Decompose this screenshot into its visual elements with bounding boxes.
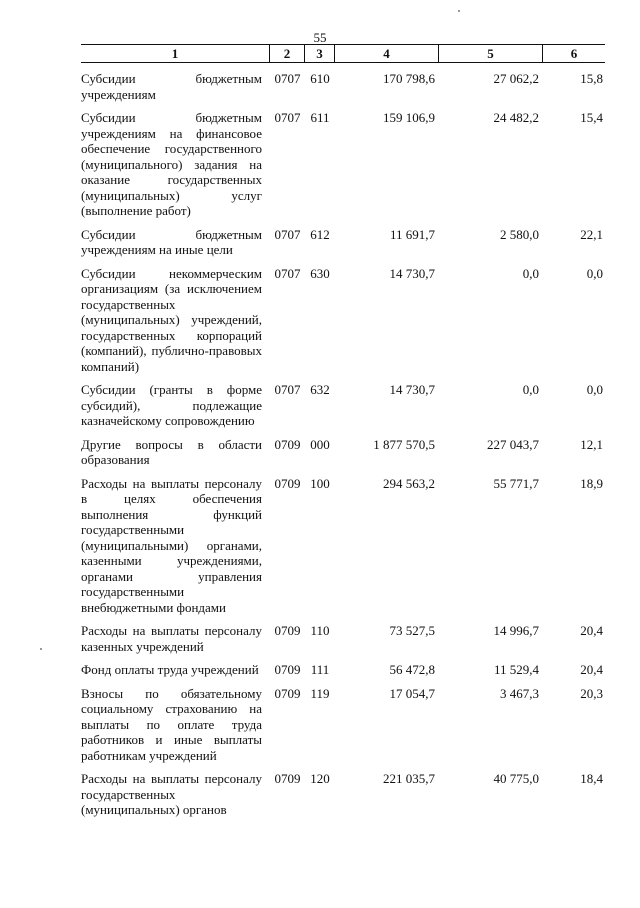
row-percent: 18,9 xyxy=(580,475,603,491)
row-actual: 24 482,2 xyxy=(493,110,539,125)
row-plan: 294 563,2 xyxy=(383,475,435,491)
row-section: 0709 xyxy=(274,685,301,701)
row-name: Субсидии некоммерческим организациям (за исключением государственных (муниципальных) учреждений, государственных корпораций (компаний), публично-правовых компаний) xyxy=(81,265,262,374)
row-name: Фонд оплаты труда учреждений xyxy=(81,662,259,677)
row-name: Субсидии бюджетным учреждениям на финансовое обеспечение государственного (муниципального) задания на оказание государственных (муниципальных) услуг (выполнение работ) xyxy=(81,110,262,218)
row-actual: 0,0 xyxy=(522,382,539,397)
row-actual: 40 775,0 xyxy=(493,771,539,786)
page-number: 55 xyxy=(313,30,327,45)
row-percent: 18,4 xyxy=(580,771,603,786)
row-section: 0709 xyxy=(274,662,301,677)
row-section: 0709 xyxy=(274,771,301,786)
header-col-6: 6 xyxy=(570,46,578,61)
header-col-4: 4 xyxy=(335,45,439,62)
table-row xyxy=(81,227,605,258)
row-percent: 22,1 xyxy=(580,226,603,242)
table-header xyxy=(81,44,605,63)
table-row xyxy=(81,437,605,468)
row-percent: 12,1 xyxy=(580,436,603,452)
row-plan: 14 730,7 xyxy=(389,265,435,281)
row-name: Субсидии бюджетным учреждениям xyxy=(81,71,262,102)
header-col-2: 2 xyxy=(270,45,305,62)
table-row xyxy=(81,110,605,219)
row-percent: 15,4 xyxy=(580,110,603,125)
scan-speck xyxy=(458,10,460,12)
row-actual: 11 529,4 xyxy=(493,662,539,677)
table-row xyxy=(81,382,605,429)
row-name: Взносы по обязательному социальному страхованию на выплаты по оплате труда работников и иные выплаты работникам учреждений xyxy=(81,685,262,763)
row-percent: 15,8 xyxy=(580,71,603,86)
table-row xyxy=(81,476,605,616)
row-type: 111 xyxy=(310,662,330,677)
row-plan: 159 106,9 xyxy=(383,110,435,125)
row-actual: 227 043,7 xyxy=(487,436,539,452)
table-row xyxy=(81,71,605,102)
scan-speck xyxy=(40,648,42,650)
row-name: Субсидии (гранты в форме субсидий), подлежащие казначейскому сопровождению xyxy=(81,382,262,428)
row-section: 0707 xyxy=(274,382,301,397)
budget-table xyxy=(81,44,605,826)
row-type: 110 xyxy=(310,623,330,638)
row-section: 0709 xyxy=(274,436,301,452)
row-percent: 20,4 xyxy=(580,623,603,638)
row-type: 630 xyxy=(310,265,330,281)
row-type: 611 xyxy=(310,110,330,125)
header-col-5: 5 xyxy=(439,45,543,62)
row-actual: 3 467,3 xyxy=(500,685,539,701)
row-plan: 73 527,5 xyxy=(389,623,435,638)
table-row xyxy=(81,266,605,375)
row-actual: 2 580,0 xyxy=(500,226,539,242)
row-type: 119 xyxy=(310,685,330,701)
row-type: 632 xyxy=(310,382,330,397)
row-plan: 56 472,8 xyxy=(389,662,435,677)
row-section: 0707 xyxy=(274,265,301,281)
row-actual: 55 771,7 xyxy=(493,475,539,491)
row-plan: 170 798,6 xyxy=(383,71,435,86)
row-plan: 221 035,7 xyxy=(383,771,435,786)
row-name: Расходы на выплаты персоналу казенных учреждений xyxy=(81,623,262,654)
table-row xyxy=(81,771,605,818)
row-percent: 0,0 xyxy=(586,382,603,397)
row-name: Расходы на выплаты персоналу государственных (муниципальных) органов xyxy=(81,771,262,817)
table-row xyxy=(81,623,605,654)
row-section: 0709 xyxy=(274,623,301,638)
row-type: 120 xyxy=(310,771,330,786)
row-plan: 14 730,7 xyxy=(389,382,435,397)
row-percent: 20,3 xyxy=(580,685,603,701)
header-col-1: 1 xyxy=(81,45,270,62)
header-col-3: 3 xyxy=(305,45,335,62)
row-type: 000 xyxy=(310,436,330,452)
row-type: 612 xyxy=(310,226,330,242)
row-name: Субсидии бюджетным учреждениям на иные цели xyxy=(81,226,262,257)
row-percent: 0,0 xyxy=(586,265,603,281)
row-percent: 20,4 xyxy=(580,662,603,677)
row-plan: 11 691,7 xyxy=(389,226,435,242)
table-row xyxy=(81,686,605,764)
row-plan: 17 054,7 xyxy=(389,685,435,701)
row-type: 100 xyxy=(310,475,330,491)
row-section: 0707 xyxy=(274,226,301,242)
row-name: Другие вопросы в области образования xyxy=(81,436,262,467)
table-row xyxy=(81,662,605,678)
row-section: 0707 xyxy=(274,110,301,125)
row-section: 0709 xyxy=(274,475,301,491)
row-section: 0707 xyxy=(274,71,301,86)
row-actual: 0,0 xyxy=(522,265,539,281)
row-actual: 27 062,2 xyxy=(493,71,539,86)
row-actual: 14 996,7 xyxy=(493,623,539,638)
row-name: Расходы на выплаты персоналу в целях обеспечения выполнения функций государственными (муниципальными) органами, казенными учреждениями, органами управления государственными внебюджетными фондами xyxy=(81,475,262,615)
row-plan: 1 877 570,5 xyxy=(373,436,435,452)
row-type: 610 xyxy=(310,71,330,86)
